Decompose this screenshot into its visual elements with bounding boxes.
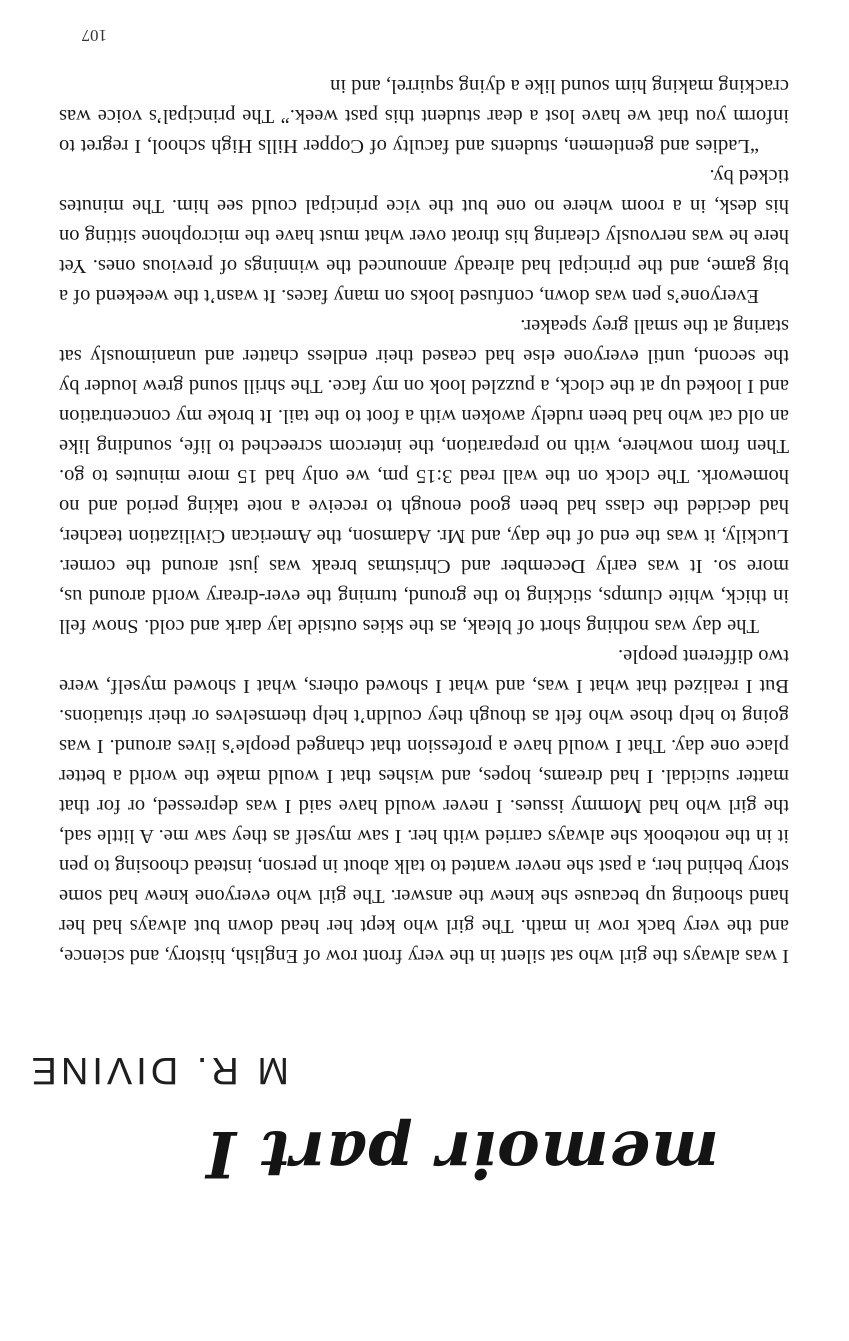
page-number: 107 bbox=[81, 26, 107, 45]
paragraph: I was always the girl who sat silent in the very front row of English, history, and science, and the very back row in math. The girl who kept her head down but always had her hand shooting up because she knew the answer. The girl who everyone knew had some story behind her, a past she never wanted to talk about in person, instead choosing to pen it in the notebook she always carried with her. I saw myself as they saw me. A little sad, the girl who had Mommy issues. I never would have said I was depressed, or for that matter suicidal. I had dreams, hopes, and wishes that I would make the world a better place one day. That I would have a profession that changed people’s lives around. I was going to help those who felt as though they couldn’t help themselves or their situations. But I realized that what I was, and what I showed others, what I showed myself, were two different people. bbox=[59, 645, 789, 967]
paragraph: “Ladies and gentlemen, students and faculty of Copper Hills High school, I regret to inform you that we have lost a dear student this past week.” The principal’s voice was cracking making him sound like a dying squirrel, and in bbox=[59, 75, 789, 157]
paragraph: Everyone’s pen was down, confused looks on many faces. It wasn’t the weekend of a big game, and the principal had already announced the winnings of previous ones. Yet here he was nervously clearing his throat over what must have the microphone sitting on his desk, in a room where no one but the vice principal could see him. The minutes ticked by. bbox=[59, 165, 789, 307]
chapter-title: memoir part I bbox=[205, 1116, 719, 1191]
body-text bbox=[59, 71, 789, 971]
paragraph: The day was nothing short of bleak, as the skies outside lay dark and cold. Snow fell in thick, white clumps, sticking to the ground, turning the ever-dreary world around us, more so. It was early December and Christmas break was just around the corner. Luckily, it was the end of the day, and Mr. Adamson, the American Civilization teacher, had decided the class had been good enough to receive a note taking period and no homework. The clock on the wall read 3:15 pm, we only had 15 more minutes to go. Then from nowhere, with no preparation, the intercom screeched to life, sounding like an old cat who had been rudely awoken with a foot to the tail. It broke my concentration and I looked up at the clock, a puzzled look on my face. The shrill sound grew louder by the second, until everyone else had ceased their endless chatter and unanimously sat staring at the small grey speaker. bbox=[59, 315, 789, 637]
author-name: M R. DIVINE bbox=[27, 1049, 289, 1091]
